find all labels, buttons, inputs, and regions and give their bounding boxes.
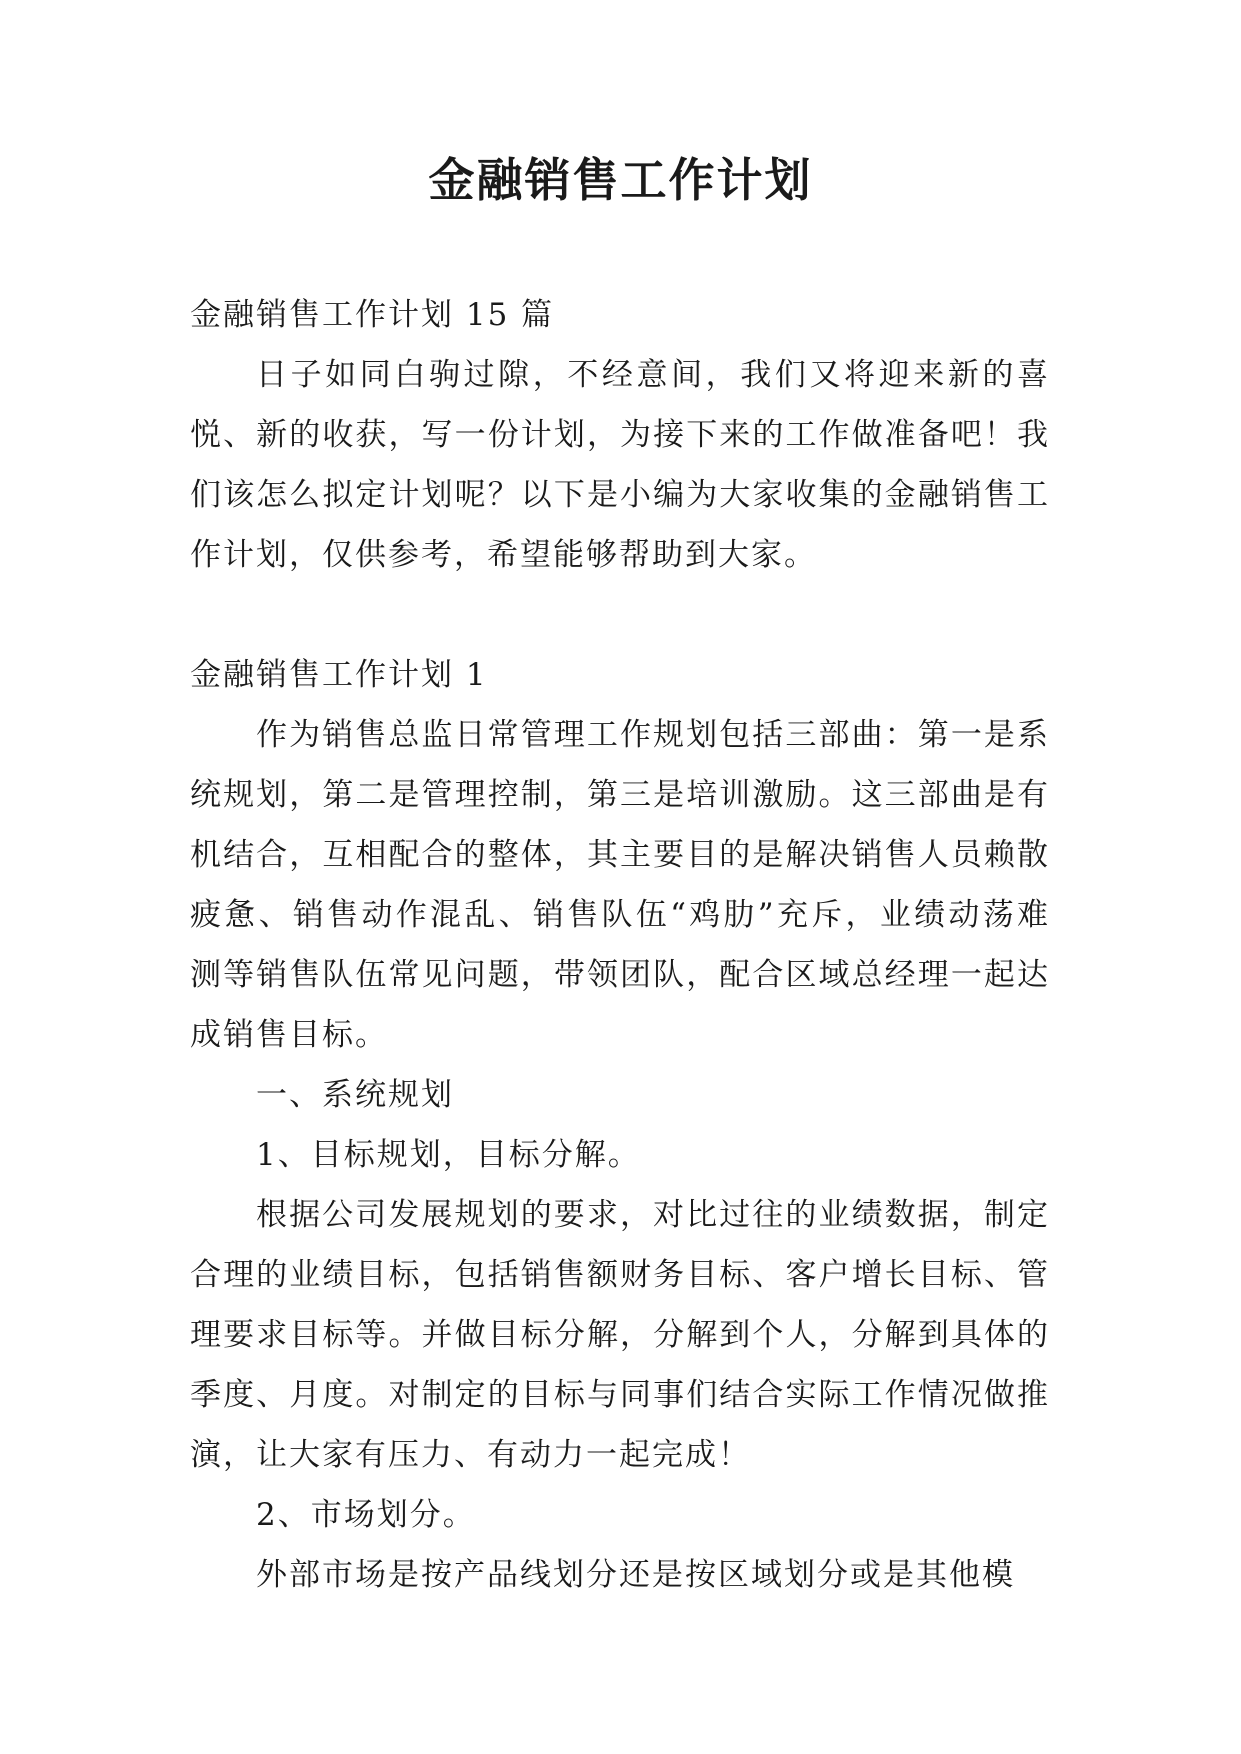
series-heading: 金融销售工作计划 15 篇 [190, 297, 555, 333]
subsection-heading: 一、系统规划 [256, 1077, 454, 1113]
intro-paragraph: 日子如同白驹过隙，不经意间，我们又将迎来新的喜悦、新的收获，写一份计划，为接下来的工作做准备吧！我们该怎么拟定计划呢？以下是小编为大家收集的金融销售工作计划，仅供参考，希望能够帮助到大家。 [190, 357, 1050, 573]
paragraph-spacer [190, 585, 1050, 645]
document-title: 金融销售工作计划 [428, 153, 813, 207]
body-paragraph: 根据公司发展规划的要求，对比过往的业绩数据，制定合理的业绩目标，包括销售额财务目标、客户增长目标、管理要求目标等。并做目标分解，分解到个人，分解到具体的季度、月度。对制定的目标与同事们结合实际工作情况做推演，让大家有压力、有动力一起完成！ [190, 1197, 1050, 1473]
list-item-heading: 2、市场划分。 [256, 1497, 476, 1533]
section-heading: 金融销售工作计划 1 [190, 657, 488, 693]
list-item-heading: 1、目标规划，目标分解。 [256, 1137, 641, 1173]
body-paragraph: 外部市场是按产品线划分还是按区域划分或是其他模 [256, 1557, 1015, 1593]
document-body [190, 285, 1050, 1605]
body-paragraph: 作为销售总监日常管理工作规划包括三部曲：第一是系统规划，第二是管理控制，第三是培训激励。这三部曲是有机结合，互相配合的整体，其主要目的是解决销售人员赖散疲惫、销售动作混乱、销售队伍“鸡肋”充斥，业绩动荡难测等销售队伍常见问题，带领团队，配合区域总经理一起达成销售目标。 [190, 717, 1050, 1053]
